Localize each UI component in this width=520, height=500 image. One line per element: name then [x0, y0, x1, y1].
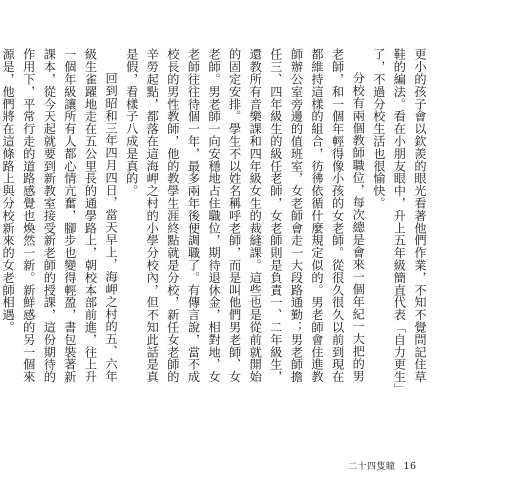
footer-book-title: 二十四隻瞳	[348, 462, 396, 472]
paragraph-1: 更小的孩子會以欽羨的眼光看著他們作業，不知不覺問記住草鞋的編法。看在小朋友眼中，升上五年級簡直代表「自力更生」了，不過分校生活也很愉快。	[371, 48, 427, 390]
page-footer	[348, 459, 417, 472]
paragraph-3: 回到昭和三年四月四日，當天早上，海岬之村的五、六年級生雀躍地走在五公里長的通學路上，朝校本部前進，往上升一個年級讓所有人都心情亢奮，腳步也變得輕盈，書包裝著新課本，從今天起就要到新教室接受新老師的授課，這份期待的作用下，平常行走的道路感覺也煥然一新。新鮮感的另一個來源是，他們將在這條路上與分校新來的女老師相遇。	[1, 48, 119, 383]
page-number: 16	[403, 461, 417, 472]
paragraph-2: 分校有兩個教師職位，每次總是會來一個年紀一大把的男老師，和一個年輕得像小孩的女老師。從很久很久以前到現在都維持這樣的組合，彷彿依循什麼規定似的。男老師會住進教師辦公室旁邊的值班室，女老師會走一大段路通勤；男老師擔任三、四年級生的級任老師，女老師則是負責一、二年級生，還教所有音樂課和四年級女生的裁縫課。這些也是從前就開始的固定安排。學生不以姓名稱呼老師，而是叫他們男老師、女老師。男老師一向安穩地占住職位，期待退休金，相對地，女老師往往待個一年，最多兩年後便調職了。有傳言說，當不成校長的男性教師，他的教學生涯終點就是分校，新任女老師的辛勞起點，都落在這海岬之村的小學分校內，但不知此話是真是假，看樣子八成是真的。	[124, 48, 366, 383]
body-text	[0, 48, 430, 393]
